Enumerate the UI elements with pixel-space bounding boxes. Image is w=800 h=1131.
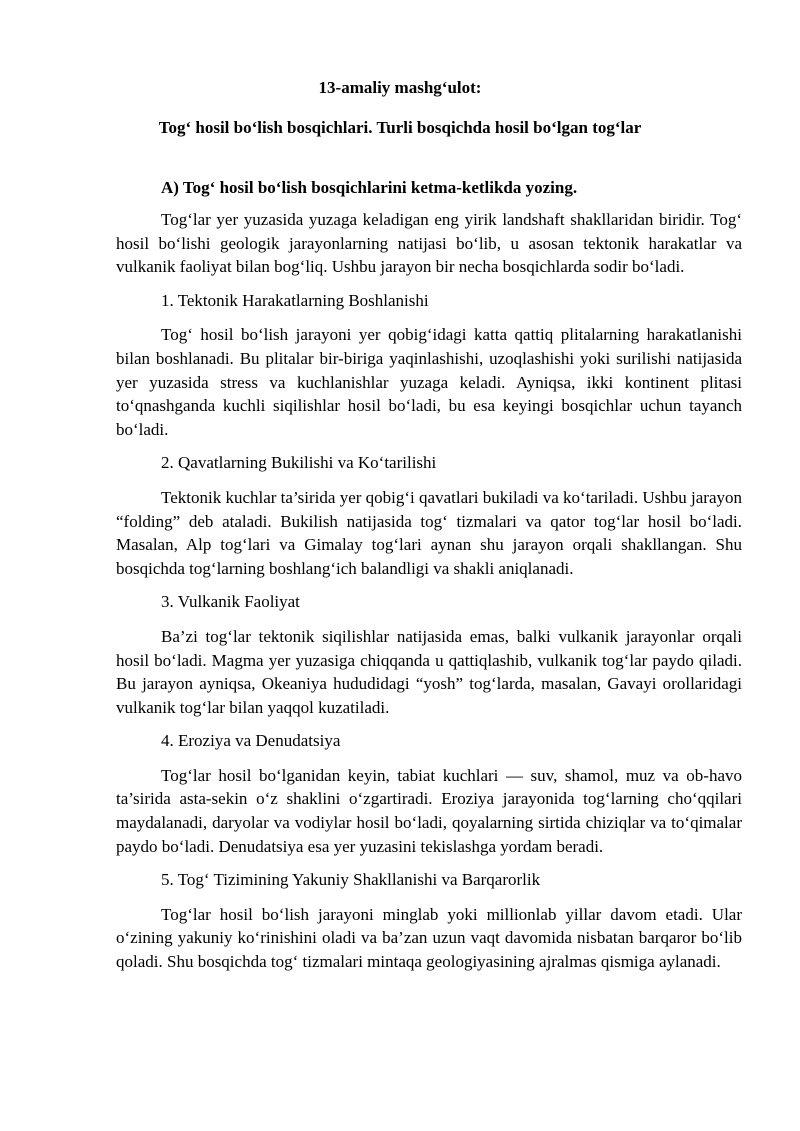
section-paragraph-5: Tog‘lar hosil bo‘lish jarayoni minglab yoki millionlab yillar davom etadi. Ular o‘zining yakuniy ko‘rinishini oladi va ba’zan uzun vaqt davomida nisbatan barqaror bo‘lib qoladi. Shu bosqichda tog‘ tizmalari mintaqa geologiyasining ajralmas qismiga aylanadi. xyxy=(116,904,742,972)
section-paragraph-2: Tektonik kuchlar ta’sirida yer qobig‘i qavatlari bukiladi va ko‘tariladi. Ushbu jarayon “folding” deb ataladi. Bukilish natijasida tog‘ tizmalari va qator tog‘lar hosil bo‘ladi. Masalan, Alp tog‘lari va Gimalay tog‘lari aynan shu jarayon orqali shakllangan. Shu bosqichda tog‘larning boshlang‘ich balandligi va shakli aniqlanadi. xyxy=(116,487,742,578)
section-paragraph-1: Tog‘ hosil bo‘lish jarayoni yer qobig‘idagi katta qattiq plitalarning harakatlanishi bilan boshlanadi. Bu plitalar bir-biriga yaqinlashishi, uzoqlashishi yoki surilishi natijasida yer yuzasida stress va kuchlanishlar yuzaga keladi. Ayniqsa, ikki kontinent plitasi to‘qnashganda kuchli siqilishlar hosil bo‘ladi, bu esa keyingi bosqichlar uchun tayanch bo‘ladi. xyxy=(116,325,742,439)
task-heading: A) Tog‘ hosil bo‘lish bosqichlarini ketma-ketlikda yozing. xyxy=(161,178,578,197)
section-paragraph-4: Tog‘lar hosil bo‘lganidan keyin, tabiat kuchlari — suv, shamol, muz va ob-havo ta’sirida asta-sekin o‘z shaklini o‘zgartiradi. Eroziya jarayonida tog‘larning cho‘qqilari maydalanadi, daryolar va vodiylar hosil bo‘ladi, qoyalarning sirtida chiziqlar va to‘qimalar paydo bo‘ladi. Denudatsiya esa yer yuzasini tekislashga yordam beradi. xyxy=(116,765,742,856)
intro-paragraph: Tog‘lar yer yuzasida yuzaga keladigan eng yirik landshaft shakllaridan biridir. Tog‘ hosil bo‘lishi geologik jarayonlarning natijasi bo‘lib, u asosan tektonik harakatlar va vulkanik faoliyat bilan bog‘liq. Ushbu jarayon bir necha bosqichlarda sodir bo‘ladi. xyxy=(116,210,742,277)
section-heading-1: 1. Tektonik Harakatlarning Boshlanishi xyxy=(161,290,429,310)
section-heading-5: 5. Tog‘ Tizimining Yakuniy Shakllanishi va Barqarorlik xyxy=(161,870,541,890)
document-body xyxy=(116,208,742,974)
section-heading-2: 2. Qavatlarning Bukilishi va Ko‘tarilishi xyxy=(161,453,437,473)
section-heading-4: 4. Eroziya va Denudatsiya xyxy=(161,731,341,751)
section-heading-3: 3. Vulkanik Faoliyat xyxy=(161,592,300,612)
page-subtitle: Tog‘ hosil bo‘lish bosqichlari. Turli bosqichda hosil bo‘lgan tog‘lar xyxy=(158,118,642,137)
page-title: 13-amaliy mashg‘ulot: xyxy=(318,78,482,97)
section-paragraph-3: Ba’zi tog‘lar tektonik siqilishlar natijasida emas, balki vulkanik jarayonlar orqali hosil bo‘ladi. Magma yer yuzasiga chiqqanda u qattiqlashib, vulkanik tog‘lar paydo qiladi. Bu jarayon ayniqsa, Okeaniya hududidagi “yosh” tog‘larda, masalan, Gavayi orollaridagi vulkanik tog‘lar bilan yaqqol kuzatiladi. xyxy=(116,626,742,717)
